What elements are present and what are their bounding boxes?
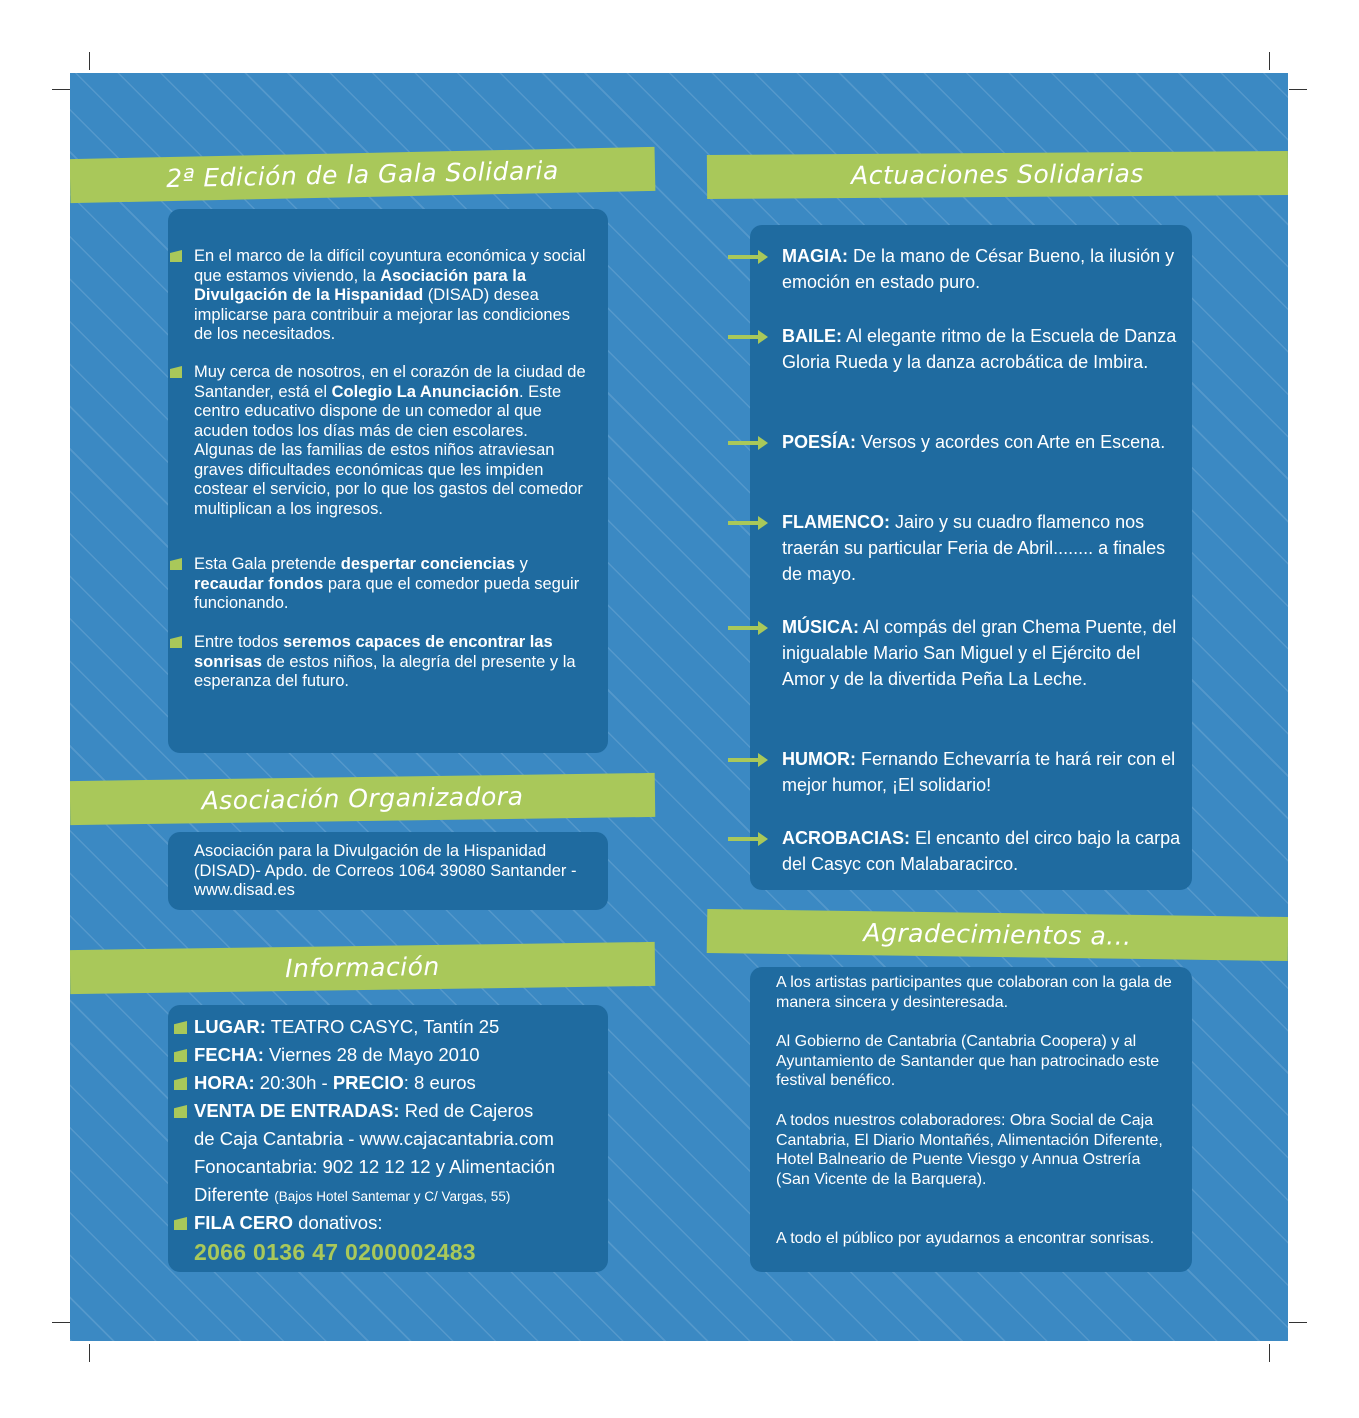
organizer-title: Asociación Organizadora — [201, 781, 524, 816]
arrow-icon — [728, 832, 768, 846]
info-lugar: LUGAR: TEATRO CASYC, Tantín 25 — [194, 1013, 499, 1041]
gala-description-box — [168, 209, 608, 753]
info-fecha: FECHA: Viernes 28 de Mayo 2010 — [194, 1041, 480, 1069]
act-item: ACROBACIAS: El encanto del circo bajo la carpa del Casyc con Malabaracirco. — [782, 825, 1182, 877]
crop-mark — [52, 1322, 70, 1323]
gala-paragraph: Muy cerca de nosotros, en el corazón de la ciudad de Santander, está el Colegio La Anunciación. Este centro educativo dispone de un comedor al que acuden todos los días más de cien escolares. Algunas de las familias de estos niños atraviesan graves dificultades económicas que les impiden costear el servicio, por lo que los gastos del comedor multiplican a los ingresos. — [194, 363, 586, 519]
bullet-icon — [174, 1217, 187, 1230]
gala-paragraph: En el marco de la difícil coyuntura económica y social que estamos viviendo, la Asociación para la Divulgación de la Hispanidad (DISAD) desea implicarse para contribuir a mejorar las condiciones de los necesitados. — [194, 247, 586, 345]
info-hora: HORA: 20:30h - PRECIO: 8 euros — [194, 1069, 476, 1097]
bullet-icon — [170, 558, 182, 570]
act-item: MÚSICA: Al compás del gran Chema Puente, del inigualable Mario San Miguel y el Ejército del Amor y de la divertida Peña La Leche. — [782, 614, 1182, 692]
bullet-icon — [170, 636, 182, 648]
crop-mark — [1269, 1344, 1270, 1362]
crop-mark — [1289, 89, 1307, 90]
brochure-sheet — [70, 73, 1288, 1341]
bullet-icon — [170, 366, 182, 378]
gala-paragraph: Esta Gala pretende despertar conciencias y recaudar fondos para que el comedor pueda seguir funcionando. — [194, 555, 586, 614]
act-item: MAGIA: De la mano de César Bueno, la ilusión y emoción en estado puro. — [782, 243, 1182, 295]
bullet-icon — [174, 1049, 187, 1062]
donation-account: 2066 0136 47 0200002483 — [194, 1239, 476, 1265]
gala-paragraph: Entre todos seremos capaces de encontrar las sonrisas de estos niños, la alegría del presente y la esperanza del futuro. — [194, 633, 586, 692]
act-item: FLAMENCO: Jairo y su cuadro flamenco nos traerán su particular Feria de Abril........ a finales de mayo. — [782, 509, 1182, 587]
info-title-banner — [70, 942, 655, 994]
actuaciones-box — [750, 225, 1192, 890]
agradecimientos-title-banner — [707, 909, 1288, 961]
act-item: POESÍA: Versos y acordes con Arte en Escena. — [782, 429, 1182, 455]
bullet-icon — [170, 250, 182, 262]
thanks-paragraph: A los artistas participantes que colaboran con la gala de manera sincera y desinteresada. — [776, 974, 1172, 1011]
crop-mark — [52, 89, 70, 90]
arrow-icon — [728, 753, 768, 767]
organizer-text: Asociación para la Divulgación de la Hispanidad (DISAD)- Apdo. de Correos 1064 39080 Santander - www.disad.es — [194, 842, 577, 899]
arrow-icon — [728, 621, 768, 635]
crop-mark — [89, 52, 90, 70]
info-venta-line: Diferente (Bajos Hotel Santemar y C/ Vargas, 55) — [194, 1184, 511, 1205]
gala-title-banner — [70, 147, 655, 203]
crop-mark — [1289, 1322, 1307, 1323]
bullet-icon — [174, 1077, 187, 1090]
actuaciones-title: Actuaciones Solidarias — [850, 158, 1145, 191]
info-fila-cero: FILA CERO donativos: — [194, 1209, 383, 1237]
arrow-icon — [728, 516, 768, 530]
arrow-icon — [728, 436, 768, 450]
organizer-title-banner — [70, 773, 655, 825]
info-title: Información — [284, 951, 440, 984]
thanks-paragraph: A todo el público por ayudarnos a encontrar sonrisas. — [776, 1230, 1155, 1247]
act-item: HUMOR: Fernando Echevarría te hará reir con el mejor humor, ¡El solidario! — [782, 746, 1182, 798]
info-venta-line: de Caja Cantabria - www.cajacantabria.com — [194, 1128, 554, 1149]
crop-mark — [89, 1344, 90, 1362]
bullet-icon — [174, 1105, 187, 1118]
info-venta: VENTA DE ENTRADAS: Red de Cajeros — [194, 1097, 533, 1125]
organizer-box — [168, 832, 608, 910]
agradecimientos-box — [750, 967, 1192, 1272]
gala-title: 2ª Edición de la Gala Solidaria — [165, 155, 560, 194]
crop-mark — [1269, 52, 1270, 70]
act-item: BAILE: Al elegante ritmo de la Escuela de Danza Gloria Rueda y la danza acrobática de Imbira. — [782, 323, 1182, 375]
bullet-icon — [174, 1021, 187, 1034]
thanks-paragraph: A todos nuestros colaboradores: Obra Social de Caja Cantabria, El Diario Montañés, Alimentación Diferente, Hotel Balneario de Puente Viesgo y Annua Ostrería (San Vicente de la Barquera). — [776, 1112, 1163, 1188]
arrow-icon — [728, 250, 768, 264]
arrow-icon — [728, 330, 768, 344]
actuaciones-title-banner — [707, 151, 1288, 199]
info-box — [168, 1005, 608, 1272]
info-venta-line: Fonocantabria: 902 12 12 12 y Alimentación — [194, 1156, 555, 1177]
agradecimientos-title: Agradecimientos a... — [863, 918, 1132, 951]
thanks-paragraph: Al Gobierno de Cantabria (Cantabria Coopera) y al Ayuntamiento de Santander que han patrocinado este festival benéfico. — [776, 1033, 1160, 1089]
